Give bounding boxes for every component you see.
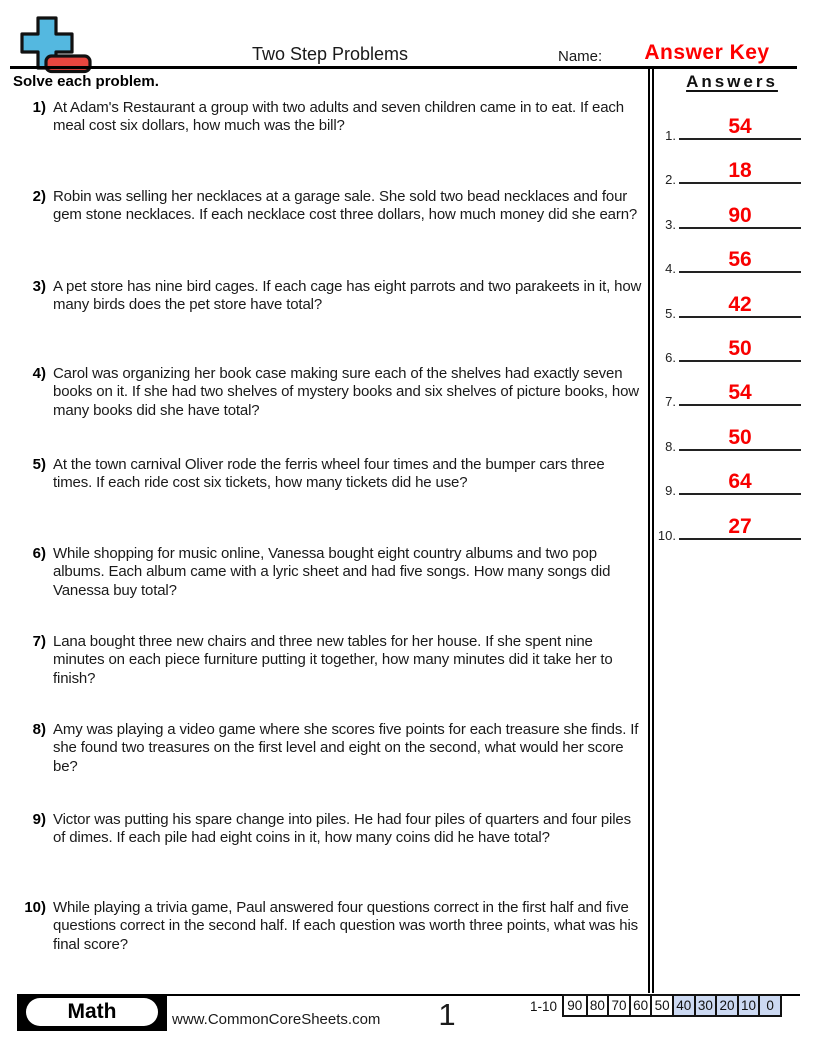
problem-text: Carol was organizing her book case making sure each of the shelves had exactly seven books on it. If she had two shelves of mystery books and six shelves of picture books, how many books did she have total?: [53, 365, 639, 419]
answer-blank-line: [679, 538, 801, 540]
problem-text: A pet store has nine bird cages. If each cage has eight parrots and two parakeets in it, how many birds does the pet store have total?: [53, 278, 642, 314]
problem-text: While playing a trivia game, Paul answered four questions correct in the first half and five questions correct in the second half. If each question was worth three points, what was his final score?: [53, 899, 639, 953]
name-label: Name:: [558, 48, 603, 65]
answers-column-title: Answers: [686, 72, 778, 91]
answer-blank-line: [679, 182, 801, 184]
answer-row-1: [648, 110, 804, 143]
answer-row-5: [648, 288, 804, 321]
answer-row-6: [648, 332, 804, 365]
score-cell: 80: [586, 996, 608, 1015]
score-grid: [562, 994, 782, 1017]
score-cell: 60: [629, 996, 651, 1015]
answer-value: 90: [728, 204, 752, 227]
problem-3: [20, 278, 643, 315]
problem-text: Robin was selling her necklaces at a garage sale. She sold two bead necklaces and four gem stone necklaces. If each necklace cost three dollars, how much money did she earn?: [53, 188, 638, 224]
answer-blank-line: [679, 271, 801, 273]
answer-value: 50: [728, 337, 752, 360]
problem-number: 5): [32, 456, 46, 473]
answer-number: 5.: [665, 306, 676, 321]
problem-text: Amy was playing a video game where she scores five points for each treasure she finds. If she found two treasures on the first level and eight on the second, what would her score be?: [53, 721, 639, 775]
problem-5: [20, 456, 643, 493]
problem-text: At the town carnival Oliver rode the ferris wheel four times and the bumper cars three times. If each ride cost six tickets, how many tickets did he use?: [53, 456, 605, 492]
answer-blank-line: [679, 316, 801, 318]
answer-value: 54: [728, 115, 752, 138]
score-cell: 20: [715, 996, 737, 1015]
answer-number: 4.: [665, 261, 676, 276]
answer-row-9: [648, 465, 804, 498]
problem-number: 3): [32, 278, 46, 295]
subject-label: Math: [26, 998, 158, 1026]
problem-4: [20, 365, 643, 420]
answer-number: 1.: [665, 128, 676, 143]
problem-number: 9): [32, 811, 46, 828]
problem-8: [20, 721, 643, 776]
answer-row-2: [648, 154, 804, 187]
score-cell: 50: [650, 996, 672, 1015]
subject-badge: [17, 994, 167, 1031]
minus-icon: [46, 56, 90, 72]
answer-number: 2.: [665, 172, 676, 187]
answer-blank-line: [679, 493, 801, 495]
problem-text: Victor was putting his spare change into piles. He had four piles of quarters and four piles of dimes. If each pile had eight coins in it, how many coins did he have total?: [53, 811, 631, 847]
answer-value: 50: [728, 426, 752, 449]
problem-number: 8): [32, 721, 46, 738]
answer-blank-line: [679, 360, 801, 362]
answer-number: 9.: [665, 483, 676, 498]
answer-number: 8.: [665, 439, 676, 454]
answer-value: 27: [728, 515, 752, 538]
score-cell: 90: [567, 998, 583, 1013]
page-number: 1: [438, 997, 456, 1032]
problem-9: [20, 811, 643, 848]
problem-2: [20, 188, 643, 225]
answer-blank-line: [679, 404, 801, 406]
answer-row-8: [648, 421, 804, 454]
answer-number: 3.: [665, 217, 676, 232]
page-title: Two Step Problems: [251, 44, 409, 64]
problem-10: [20, 899, 643, 954]
answer-number: 10.: [657, 528, 676, 543]
score-range-label: 1-10: [529, 999, 557, 1014]
score-cell: 0: [758, 996, 780, 1015]
answer-row-7: [648, 376, 804, 409]
problem-number: 10): [24, 899, 46, 916]
problem-number: 6): [32, 545, 46, 562]
problem-text: At Adam's Restaurant a group with two adults and seven children came in to eat. If each meal cost six dollars, how much was the bill?: [53, 99, 624, 135]
name-value-answer-key: Answer Key: [644, 41, 770, 64]
score-cell: 30: [694, 996, 716, 1015]
problem-6: [20, 545, 643, 600]
website-link[interactable]: www.CommonCoreSheets.com: [172, 1011, 381, 1028]
problem-number: 2): [32, 188, 46, 205]
problem-text: While shopping for music online, Vanessa bought eight country albums and two pop albums. Each album came with a lyric sheet and had five songs. How many songs did Vanessa buy total?: [53, 545, 611, 599]
problem-1: [20, 99, 643, 136]
problem-number: 1): [32, 99, 46, 116]
answer-row-3: [648, 199, 804, 232]
answer-value: 42: [728, 293, 752, 316]
instruction-text: Solve each problem.: [13, 73, 159, 90]
answer-row-4: [648, 243, 804, 276]
header-divider: [10, 66, 797, 69]
answer-blank-line: [679, 449, 801, 451]
score-cell: 10: [737, 996, 759, 1015]
answer-number: 7.: [665, 394, 676, 409]
problem-number: 7): [32, 633, 46, 650]
answer-value: 56: [728, 248, 752, 271]
problem-7: [20, 633, 643, 688]
answer-blank-line: [679, 227, 801, 229]
score-cell: 40: [672, 996, 694, 1015]
answer-value: 18: [728, 159, 752, 182]
problem-number: 4): [32, 365, 46, 382]
answer-row-10: [648, 510, 804, 543]
answer-value: 64: [728, 470, 752, 493]
score-cell: 70: [607, 996, 629, 1015]
answer-number: 6.: [665, 350, 676, 365]
problem-text: Lana bought three new chairs and three new tables for her house. If she spent nine minutes on each piece furniture putting it together, how many minutes did it take her to finish?: [53, 633, 613, 687]
answer-blank-line: [679, 138, 801, 140]
answer-value: 54: [728, 381, 752, 404]
